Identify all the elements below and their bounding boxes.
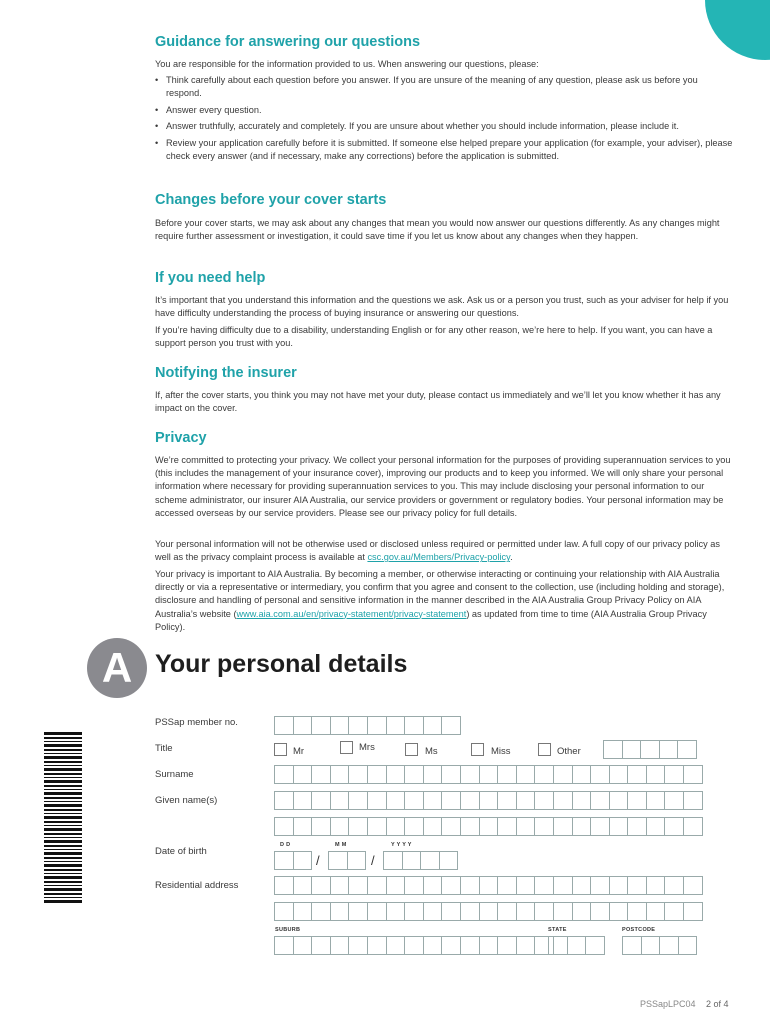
notifying-text: If, after the cover starts, you think you may not have met your duty, please contact us immediately and we’ll let you know whether it has any impact on the cover. bbox=[155, 390, 721, 414]
char-box[interactable] bbox=[383, 851, 403, 870]
title-ms-checkbox[interactable] bbox=[405, 743, 418, 756]
char-box[interactable] bbox=[535, 902, 554, 921]
char-box[interactable] bbox=[349, 765, 368, 784]
char-box[interactable] bbox=[517, 765, 536, 784]
char-box[interactable] bbox=[665, 765, 684, 784]
privacy-paragraph-3 bbox=[155, 568, 735, 634]
char-box[interactable] bbox=[294, 791, 313, 810]
title-other-label: Other bbox=[557, 746, 581, 757]
char-box[interactable] bbox=[274, 902, 294, 921]
changes-text: Before your cover starts, we may ask about any changes that mean you would now answer our questions differently. As any changes might require further assessment or investigation, it could save time if you let us know about any changes when they happen. bbox=[155, 218, 720, 242]
corner-decoration bbox=[705, 0, 770, 60]
dob-day-field[interactable] bbox=[274, 851, 312, 869]
char-box[interactable] bbox=[424, 817, 443, 836]
char-box[interactable] bbox=[442, 936, 461, 955]
char-box[interactable] bbox=[498, 936, 517, 955]
char-box[interactable] bbox=[647, 791, 666, 810]
char-box[interactable] bbox=[554, 817, 573, 836]
char-box[interactable] bbox=[498, 817, 517, 836]
char-box[interactable] bbox=[548, 936, 568, 955]
privacy-paragraph-2 bbox=[155, 538, 735, 564]
char-box[interactable] bbox=[517, 936, 536, 955]
dob-month-hint: M M bbox=[335, 842, 347, 848]
list-item: • Review your application carefully before it is submitted. If someone else helped prepare your application (for example, your adviser), please check every answer (and if necessary, make any corrections) before the application is submitted. bbox=[155, 137, 735, 163]
char-box[interactable] bbox=[294, 851, 313, 870]
char-box[interactable] bbox=[628, 902, 647, 921]
dob-day-hint: D D bbox=[280, 842, 291, 848]
char-box[interactable] bbox=[424, 791, 443, 810]
char-box[interactable] bbox=[678, 740, 697, 759]
char-box[interactable] bbox=[684, 791, 703, 810]
char-box[interactable] bbox=[554, 876, 573, 895]
char-box[interactable] bbox=[535, 791, 554, 810]
title-mrs-checkbox[interactable] bbox=[340, 741, 353, 754]
help-paragraph-2: If you’re having difficulty due to a disability, understanding English or for any other reason, we’re here to help. If you want, you can have a support person you trust with you. bbox=[155, 325, 713, 349]
privacy-heading: Privacy bbox=[155, 430, 207, 446]
char-box[interactable] bbox=[623, 740, 642, 759]
char-box[interactable] bbox=[424, 716, 443, 735]
help-paragraph-1: It’s important that you understand this information and the questions we ask. Ask us or a person you trust, such as your adviser for help if you have difficulty understanding the process of buying insurance or answering our questions. bbox=[155, 295, 729, 319]
list-item: • Think carefully about each question before you answer. If you are unsure of the meaning of any question, please ask us before you respond. bbox=[155, 74, 735, 100]
char-box[interactable] bbox=[368, 791, 387, 810]
title-miss-checkbox[interactable] bbox=[471, 743, 484, 756]
char-box[interactable] bbox=[331, 791, 350, 810]
char-box[interactable] bbox=[368, 765, 387, 784]
title-other-field[interactable] bbox=[603, 740, 697, 758]
char-box[interactable] bbox=[610, 876, 629, 895]
char-box[interactable] bbox=[461, 817, 480, 836]
char-box[interactable] bbox=[622, 936, 642, 955]
title-mrs-label: Mrs bbox=[359, 742, 375, 753]
char-box[interactable] bbox=[641, 740, 660, 759]
char-box[interactable] bbox=[405, 817, 424, 836]
char-box[interactable] bbox=[461, 791, 480, 810]
char-box[interactable] bbox=[349, 902, 368, 921]
char-box[interactable] bbox=[274, 791, 294, 810]
char-box[interactable] bbox=[405, 791, 424, 810]
char-box[interactable] bbox=[368, 716, 387, 735]
help-heading: If you need help bbox=[155, 270, 266, 286]
given-names-label: Given name(s) bbox=[155, 795, 218, 806]
address-field-2[interactable] bbox=[274, 902, 703, 920]
char-box[interactable] bbox=[387, 765, 406, 784]
char-box[interactable] bbox=[294, 716, 313, 735]
privacy-p3-end: ) as updated from time to time (AIA Australia Group Privacy Policy). bbox=[155, 608, 707, 632]
char-box[interactable] bbox=[517, 876, 536, 895]
suburb-field[interactable] bbox=[274, 936, 554, 954]
char-box[interactable] bbox=[628, 765, 647, 784]
section-a-badge: A bbox=[87, 638, 147, 698]
char-box[interactable] bbox=[405, 716, 424, 735]
char-box[interactable] bbox=[405, 936, 424, 955]
char-box[interactable] bbox=[312, 765, 331, 784]
char-box[interactable] bbox=[312, 902, 331, 921]
char-box[interactable] bbox=[405, 765, 424, 784]
char-box[interactable] bbox=[610, 765, 629, 784]
char-box[interactable] bbox=[665, 902, 684, 921]
char-box[interactable] bbox=[647, 902, 666, 921]
char-box[interactable] bbox=[274, 765, 294, 784]
date-separator: / bbox=[316, 853, 320, 868]
char-box[interactable] bbox=[554, 791, 573, 810]
char-box[interactable] bbox=[274, 876, 294, 895]
char-box[interactable] bbox=[665, 817, 684, 836]
char-box[interactable] bbox=[660, 740, 679, 759]
char-box[interactable] bbox=[294, 902, 313, 921]
char-box[interactable] bbox=[274, 817, 294, 836]
guidance-intro: You are responsible for the information provided to us. When answering our questions, please: bbox=[155, 59, 539, 69]
char-box[interactable] bbox=[498, 791, 517, 810]
char-box[interactable] bbox=[331, 936, 350, 955]
char-box[interactable] bbox=[573, 817, 592, 836]
title-label: Title bbox=[155, 743, 173, 754]
char-box[interactable] bbox=[421, 851, 440, 870]
title-mr-checkbox[interactable] bbox=[274, 743, 287, 756]
char-box[interactable] bbox=[684, 817, 703, 836]
char-box[interactable] bbox=[603, 740, 623, 759]
char-box[interactable] bbox=[610, 817, 629, 836]
char-box[interactable] bbox=[368, 902, 387, 921]
char-box[interactable] bbox=[294, 765, 313, 784]
char-box[interactable] bbox=[554, 765, 573, 784]
char-box[interactable] bbox=[665, 876, 684, 895]
form-code: PSSapLPC04 bbox=[640, 999, 696, 1009]
char-box[interactable] bbox=[348, 851, 367, 870]
char-box[interactable] bbox=[647, 765, 666, 784]
char-box[interactable] bbox=[591, 902, 610, 921]
char-box[interactable] bbox=[628, 876, 647, 895]
dob-month-field[interactable] bbox=[328, 851, 366, 869]
char-box[interactable] bbox=[405, 902, 424, 921]
char-box[interactable] bbox=[331, 902, 350, 921]
char-box[interactable] bbox=[517, 791, 536, 810]
char-box[interactable] bbox=[573, 765, 592, 784]
list-item: • Answer truthfully, accurately and completely. If you are unsure about whether you should include information, please include it. bbox=[155, 120, 735, 133]
char-box[interactable] bbox=[684, 765, 703, 784]
char-box[interactable] bbox=[387, 902, 406, 921]
member-no-field[interactable] bbox=[274, 716, 461, 734]
char-box[interactable] bbox=[387, 936, 406, 955]
char-box[interactable] bbox=[312, 791, 331, 810]
privacy-policy-link[interactable]: csc.gov.au/Members/Privacy-policy bbox=[367, 552, 511, 563]
char-box[interactable] bbox=[274, 851, 294, 870]
given-names-field-1[interactable] bbox=[274, 791, 703, 809]
char-box[interactable] bbox=[331, 765, 350, 784]
char-box[interactable] bbox=[586, 936, 605, 955]
char-box[interactable] bbox=[349, 936, 368, 955]
char-box[interactable] bbox=[647, 817, 666, 836]
char-box[interactable] bbox=[647, 876, 666, 895]
page-number: 2 of 4 bbox=[706, 999, 729, 1009]
char-box[interactable] bbox=[442, 902, 461, 921]
char-box[interactable] bbox=[628, 817, 647, 836]
char-box[interactable] bbox=[312, 716, 331, 735]
privacy-p2-end: . bbox=[510, 552, 513, 563]
char-box[interactable] bbox=[591, 791, 610, 810]
char-box[interactable] bbox=[554, 902, 573, 921]
aia-privacy-link[interactable]: www.aia.com.au/en/privacy-statement/privacy-statement bbox=[236, 608, 467, 619]
notifying-heading: Notifying the insurer bbox=[155, 365, 297, 381]
char-box[interactable] bbox=[424, 765, 443, 784]
char-box[interactable] bbox=[312, 817, 331, 836]
char-box[interactable] bbox=[424, 876, 443, 895]
char-box[interactable] bbox=[498, 902, 517, 921]
char-box[interactable] bbox=[331, 817, 350, 836]
char-box[interactable] bbox=[331, 876, 350, 895]
char-box[interactable] bbox=[591, 876, 610, 895]
char-box[interactable] bbox=[312, 936, 331, 955]
char-box[interactable] bbox=[442, 876, 461, 895]
char-box[interactable] bbox=[684, 902, 703, 921]
dob-label: Date of birth bbox=[155, 846, 207, 857]
char-box[interactable] bbox=[440, 851, 459, 870]
char-box[interactable] bbox=[442, 791, 461, 810]
char-box[interactable] bbox=[387, 716, 406, 735]
char-box[interactable] bbox=[573, 791, 592, 810]
postcode-field[interactable] bbox=[622, 936, 697, 954]
date-separator: / bbox=[371, 853, 375, 868]
privacy-paragraph-1: We’re committed to protecting your privacy. We collect your personal information for the purposes of providing superannuation services to you (this includes the management of your insurance cover), improving our products and to keep you informed. We will only share your personal information where necessary for providing superannuation services to you. This may include disclosing your personal information to our scheme administrator, our insurer AIA Australia, our service providers or government or regulatory bodies. Your personal information may be accessed overseas by our service providers. Please see our privacy policy for full details. bbox=[155, 455, 731, 518]
char-box[interactable] bbox=[349, 876, 368, 895]
char-box[interactable] bbox=[610, 791, 629, 810]
char-box[interactable] bbox=[387, 876, 406, 895]
char-box[interactable] bbox=[535, 876, 554, 895]
char-box[interactable] bbox=[610, 902, 629, 921]
char-box[interactable] bbox=[274, 716, 294, 735]
char-box[interactable] bbox=[461, 936, 480, 955]
char-box[interactable] bbox=[461, 765, 480, 784]
char-box[interactable] bbox=[442, 716, 461, 735]
char-box[interactable] bbox=[294, 817, 313, 836]
char-box[interactable] bbox=[424, 902, 443, 921]
char-box[interactable] bbox=[312, 876, 331, 895]
char-box[interactable] bbox=[684, 876, 703, 895]
address-field-1[interactable] bbox=[274, 876, 703, 894]
char-box[interactable] bbox=[573, 876, 592, 895]
title-mr-label: Mr bbox=[293, 746, 305, 757]
address-label: Residential address bbox=[155, 880, 239, 891]
char-box[interactable] bbox=[442, 817, 461, 836]
char-box[interactable] bbox=[498, 765, 517, 784]
changes-heading: Changes before your cover starts bbox=[155, 192, 387, 208]
char-box[interactable] bbox=[480, 791, 499, 810]
list-item: • Answer every question. bbox=[155, 104, 735, 117]
char-box[interactable] bbox=[424, 936, 443, 955]
char-box[interactable] bbox=[328, 851, 348, 870]
given-names-field-2[interactable] bbox=[274, 817, 703, 835]
char-box[interactable] bbox=[480, 765, 499, 784]
char-box[interactable] bbox=[517, 902, 536, 921]
char-box[interactable] bbox=[535, 817, 554, 836]
char-box[interactable] bbox=[405, 876, 424, 895]
char-box[interactable] bbox=[480, 902, 499, 921]
char-box[interactable] bbox=[480, 936, 499, 955]
char-box[interactable] bbox=[368, 936, 387, 955]
char-box[interactable] bbox=[480, 876, 499, 895]
char-box[interactable] bbox=[642, 936, 661, 955]
surname-field[interactable] bbox=[274, 765, 703, 783]
char-box[interactable] bbox=[568, 936, 587, 955]
dob-year-hint: Y Y Y Y bbox=[391, 842, 412, 848]
title-ms-label: Ms bbox=[425, 746, 438, 757]
char-box[interactable] bbox=[368, 817, 387, 836]
state-field[interactable] bbox=[548, 936, 605, 954]
guidance-list bbox=[155, 74, 735, 166]
section-title: Your personal details bbox=[155, 650, 408, 678]
title-other-checkbox[interactable] bbox=[538, 743, 551, 756]
char-box[interactable] bbox=[349, 716, 368, 735]
char-box[interactable] bbox=[461, 876, 480, 895]
char-box[interactable] bbox=[442, 765, 461, 784]
char-box[interactable] bbox=[498, 876, 517, 895]
member-no-label: PSSap member no. bbox=[155, 717, 238, 728]
char-box[interactable] bbox=[349, 791, 368, 810]
suburb-label: SUBURB bbox=[275, 927, 301, 933]
privacy-p2-text: Your personal information will not be otherwise used or disclosed unless required or permitted under law. A full copy of our privacy policy as well as the privacy complaint process is available at bbox=[155, 539, 720, 563]
char-box[interactable] bbox=[480, 817, 499, 836]
char-box[interactable] bbox=[461, 902, 480, 921]
char-box[interactable] bbox=[403, 851, 422, 870]
char-box[interactable] bbox=[387, 791, 406, 810]
char-box[interactable] bbox=[349, 817, 368, 836]
postcode-label: POSTCODE bbox=[622, 927, 656, 933]
barcode-image bbox=[44, 732, 82, 904]
state-label: STATE bbox=[548, 927, 567, 933]
title-miss-label: Miss bbox=[491, 746, 511, 757]
dob-year-field[interactable] bbox=[383, 851, 458, 869]
char-box[interactable] bbox=[591, 817, 610, 836]
char-box[interactable] bbox=[679, 936, 698, 955]
char-box[interactable] bbox=[573, 902, 592, 921]
char-box[interactable] bbox=[294, 936, 313, 955]
char-box[interactable] bbox=[517, 817, 536, 836]
privacy-p3-text: Your privacy is important to AIA Australia. By becoming a member, or otherwise interacting or continuing your relationship with AIA Australia directly or via a representative or intermediary, you confirm that you agree and consent to the collection, use (including holding and storage), disclosure and handling of personal and sensitive information in the manner described in the AIA Australia Group Privacy Policy on AIA Australia’s website ( bbox=[155, 569, 725, 619]
guidance-heading: Guidance for answering our questions bbox=[155, 34, 421, 50]
char-box[interactable] bbox=[660, 936, 679, 955]
char-box[interactable] bbox=[591, 765, 610, 784]
char-box[interactable] bbox=[387, 817, 406, 836]
char-box[interactable] bbox=[331, 716, 350, 735]
char-box[interactable] bbox=[368, 876, 387, 895]
char-box[interactable] bbox=[665, 791, 684, 810]
char-box[interactable] bbox=[628, 791, 647, 810]
char-box[interactable] bbox=[535, 765, 554, 784]
surname-label: Surname bbox=[155, 769, 194, 780]
char-box[interactable] bbox=[274, 936, 294, 955]
char-box[interactable] bbox=[294, 876, 313, 895]
